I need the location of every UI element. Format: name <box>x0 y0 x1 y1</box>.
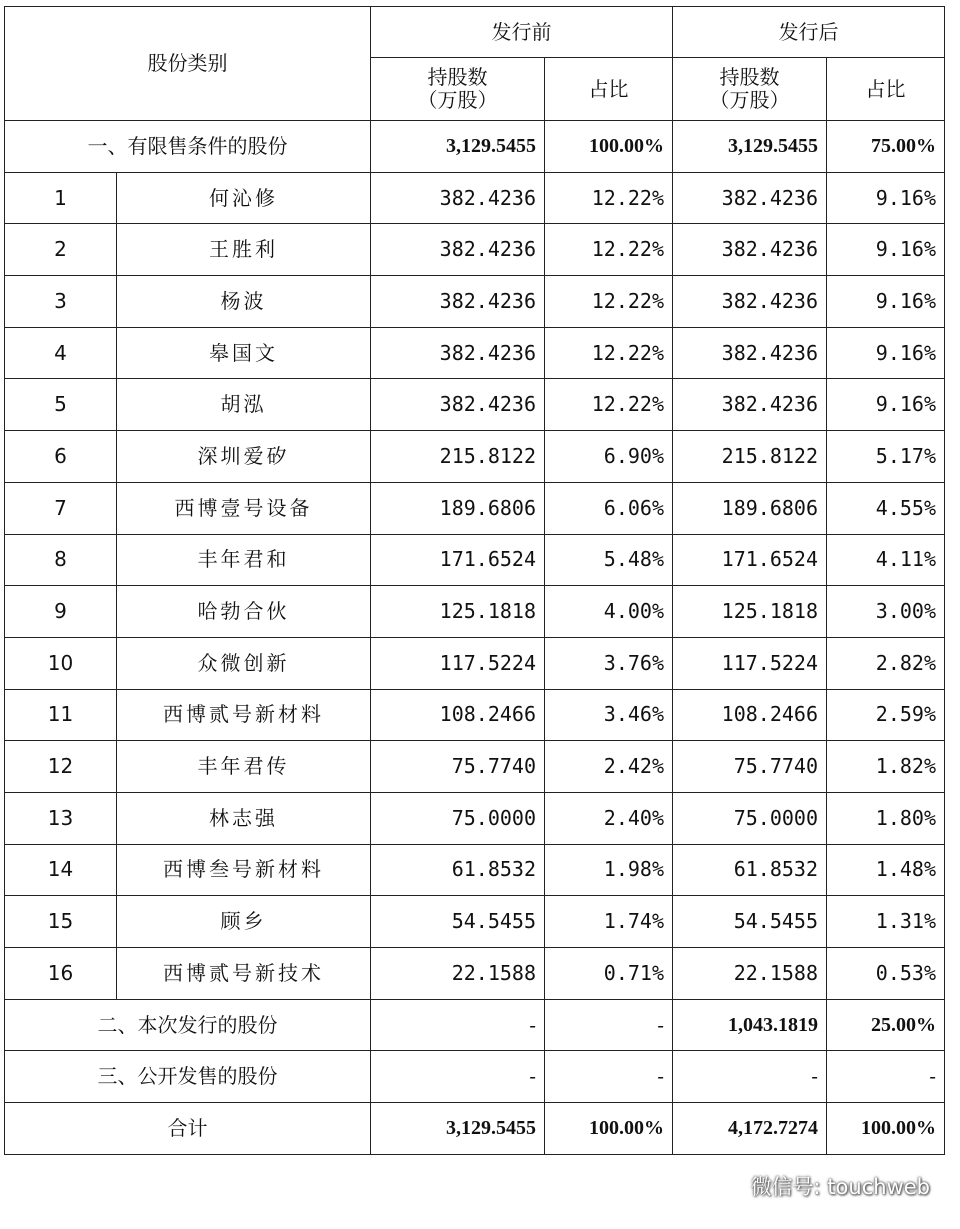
holder-after-ratio: 4.55% <box>827 482 945 534</box>
holder-no: 3 <box>5 276 117 328</box>
header-shares-unit: （万股） <box>417 88 498 112</box>
header-before-ratio: 占比 <box>545 58 673 121</box>
public-sale-row <box>5 1051 945 1103</box>
holder-no: 7 <box>5 482 117 534</box>
header-after-ratio: 占比 <box>827 58 945 121</box>
holder-after-shares: 54.5455 <box>673 896 827 948</box>
total-after-ratio: 100.00% <box>827 1103 945 1155</box>
holder-before-ratio: 2.42% <box>545 741 673 793</box>
holder-before-ratio: 6.06% <box>545 482 673 534</box>
holder-after-ratio: 0.53% <box>827 948 945 1000</box>
holder-before-ratio: 1.98% <box>545 844 673 896</box>
issued-row <box>5 999 945 1051</box>
header-shares-label: 持股数 <box>719 65 780 89</box>
holder-after-shares: 108.2466 <box>673 689 827 741</box>
holder-before-shares: 75.0000 <box>371 792 545 844</box>
holder-name: 胡泓 <box>117 379 371 431</box>
holder-no: 13 <box>5 792 117 844</box>
holder-before-shares: 117.5224 <box>371 637 545 689</box>
issued-after-ratio: 25.00% <box>827 999 945 1051</box>
share-structure-table <box>4 6 945 1155</box>
holder-after-ratio: 5.17% <box>827 431 945 483</box>
watermark <box>711 1171 930 1201</box>
holder-after-shares: 125.1818 <box>673 586 827 638</box>
holder-before-shares: 125.1818 <box>371 586 545 638</box>
holder-name: 西博贰号新技术 <box>117 948 371 1000</box>
header-after-shares <box>673 58 827 121</box>
holder-row <box>5 431 945 483</box>
holder-no: 12 <box>5 741 117 793</box>
holder-row <box>5 327 945 379</box>
holder-name: 王胜利 <box>117 224 371 276</box>
header-before: 发行前 <box>371 7 673 58</box>
holder-name: 丰年君和 <box>117 534 371 586</box>
holder-before-shares: 382.4236 <box>371 327 545 379</box>
wechat-icon <box>711 1173 745 1199</box>
holder-row <box>5 896 945 948</box>
holder-after-ratio: 9.16% <box>827 327 945 379</box>
holder-name: 杨波 <box>117 276 371 328</box>
holder-name: 林志强 <box>117 792 371 844</box>
restricted-after-ratio: 75.00% <box>827 121 945 173</box>
holder-before-shares: 215.8122 <box>371 431 545 483</box>
holder-after-ratio: 1.80% <box>827 792 945 844</box>
holder-name: 西博叁号新材料 <box>117 844 371 896</box>
holder-before-ratio: 0.71% <box>545 948 673 1000</box>
holder-row <box>5 224 945 276</box>
public-sale-label: 三、公开发售的股份 <box>5 1051 371 1103</box>
holder-no: 15 <box>5 896 117 948</box>
holder-row <box>5 637 945 689</box>
holder-before-shares: 54.5455 <box>371 896 545 948</box>
holder-before-shares: 382.4236 <box>371 276 545 328</box>
holder-after-shares: 171.6524 <box>673 534 827 586</box>
restricted-row <box>5 121 945 173</box>
public-sale-before-shares: - <box>371 1051 545 1103</box>
holder-after-ratio: 3.00% <box>827 586 945 638</box>
holder-before-ratio: 12.22% <box>545 172 673 224</box>
holder-before-ratio: 4.00% <box>545 586 673 638</box>
holder-no: 8 <box>5 534 117 586</box>
holder-before-ratio: 12.22% <box>545 379 673 431</box>
issued-before-shares: - <box>371 999 545 1051</box>
holder-before-ratio: 5.48% <box>545 534 673 586</box>
holder-before-ratio: 12.22% <box>545 224 673 276</box>
holder-after-shares: 75.7740 <box>673 741 827 793</box>
holder-row <box>5 172 945 224</box>
holder-after-shares: 382.4236 <box>673 327 827 379</box>
holder-no: 9 <box>5 586 117 638</box>
holder-no: 14 <box>5 844 117 896</box>
header-shares-label: 持股数 <box>427 65 488 89</box>
watermark-text: 微信号: touchweb <box>750 1175 930 1199</box>
holder-no: 4 <box>5 327 117 379</box>
holder-name: 哈勃合伙 <box>117 586 371 638</box>
public-sale-after-shares: - <box>673 1051 827 1103</box>
holder-after-ratio: 4.11% <box>827 534 945 586</box>
holder-row <box>5 689 945 741</box>
holder-no: 11 <box>5 689 117 741</box>
holder-before-shares: 108.2466 <box>371 689 545 741</box>
holder-row <box>5 276 945 328</box>
public-sale-after-ratio: - <box>827 1051 945 1103</box>
holder-name: 西博贰号新材料 <box>117 689 371 741</box>
restricted-after-shares: 3,129.5455 <box>673 121 827 173</box>
holder-after-shares: 75.0000 <box>673 792 827 844</box>
total-row <box>5 1103 945 1155</box>
holder-after-shares: 189.6806 <box>673 482 827 534</box>
header-row-top <box>5 7 945 58</box>
holder-after-shares: 382.4236 <box>673 224 827 276</box>
restricted-before-shares: 3,129.5455 <box>371 121 545 173</box>
holder-name: 何沁修 <box>117 172 371 224</box>
holder-before-shares: 382.4236 <box>371 224 545 276</box>
header-category: 股份类别 <box>5 7 371 121</box>
holder-name: 皋国文 <box>117 327 371 379</box>
holder-after-ratio: 2.82% <box>827 637 945 689</box>
total-before-shares: 3,129.5455 <box>371 1103 545 1155</box>
restricted-before-ratio: 100.00% <box>545 121 673 173</box>
holder-before-ratio: 3.46% <box>545 689 673 741</box>
holder-after-shares: 382.4236 <box>673 172 827 224</box>
holder-name: 顾乡 <box>117 896 371 948</box>
holder-after-shares: 117.5224 <box>673 637 827 689</box>
holder-after-ratio: 1.48% <box>827 844 945 896</box>
holder-row <box>5 741 945 793</box>
holder-before-shares: 75.7740 <box>371 741 545 793</box>
header-shares-unit: （万股） <box>709 88 790 112</box>
holder-row <box>5 792 945 844</box>
holder-before-ratio: 1.74% <box>545 896 673 948</box>
public-sale-before-ratio: - <box>545 1051 673 1103</box>
holder-after-shares: 382.4236 <box>673 379 827 431</box>
holder-after-ratio: 9.16% <box>827 172 945 224</box>
holder-after-shares: 61.8532 <box>673 844 827 896</box>
holder-name: 深圳爱矽 <box>117 431 371 483</box>
holder-name: 众微创新 <box>117 637 371 689</box>
holder-after-shares: 22.1588 <box>673 948 827 1000</box>
issued-before-ratio: - <box>545 999 673 1051</box>
holder-after-shares: 382.4236 <box>673 276 827 328</box>
holder-row <box>5 534 945 586</box>
holder-after-ratio: 9.16% <box>827 224 945 276</box>
total-before-ratio: 100.00% <box>545 1103 673 1155</box>
header-before-shares <box>371 58 545 121</box>
holder-before-shares: 382.4236 <box>371 172 545 224</box>
holder-row <box>5 379 945 431</box>
holder-before-shares: 22.1588 <box>371 948 545 1000</box>
holder-no: 1 <box>5 172 117 224</box>
holder-no: 16 <box>5 948 117 1000</box>
holder-after-ratio: 1.31% <box>827 896 945 948</box>
holder-name: 丰年君传 <box>117 741 371 793</box>
holder-after-shares: 215.8122 <box>673 431 827 483</box>
total-after-shares: 4,172.7274 <box>673 1103 827 1155</box>
holder-after-ratio: 9.16% <box>827 379 945 431</box>
holder-after-ratio: 9.16% <box>827 276 945 328</box>
holder-before-ratio: 6.90% <box>545 431 673 483</box>
holder-before-ratio: 12.22% <box>545 327 673 379</box>
holder-after-ratio: 1.82% <box>827 741 945 793</box>
holder-name: 西博壹号设备 <box>117 482 371 534</box>
restricted-label: 一、有限售条件的股份 <box>5 121 371 173</box>
holder-row <box>5 482 945 534</box>
holder-before-ratio: 3.76% <box>545 637 673 689</box>
holder-no: 2 <box>5 224 117 276</box>
holder-no: 5 <box>5 379 117 431</box>
holder-before-ratio: 12.22% <box>545 276 673 328</box>
header-after: 发行后 <box>673 7 945 58</box>
issued-after-shares: 1,043.1819 <box>673 999 827 1051</box>
holder-before-ratio: 2.40% <box>545 792 673 844</box>
holder-before-shares: 171.6524 <box>371 534 545 586</box>
holder-row <box>5 844 945 896</box>
holder-no: 10 <box>5 637 117 689</box>
holder-no: 6 <box>5 431 117 483</box>
holder-before-shares: 61.8532 <box>371 844 545 896</box>
holder-before-shares: 382.4236 <box>371 379 545 431</box>
issued-label: 二、本次发行的股份 <box>5 999 371 1051</box>
total-label: 合计 <box>5 1103 371 1155</box>
holder-row <box>5 948 945 1000</box>
holder-after-ratio: 2.59% <box>827 689 945 741</box>
holder-row <box>5 586 945 638</box>
holder-before-shares: 189.6806 <box>371 482 545 534</box>
